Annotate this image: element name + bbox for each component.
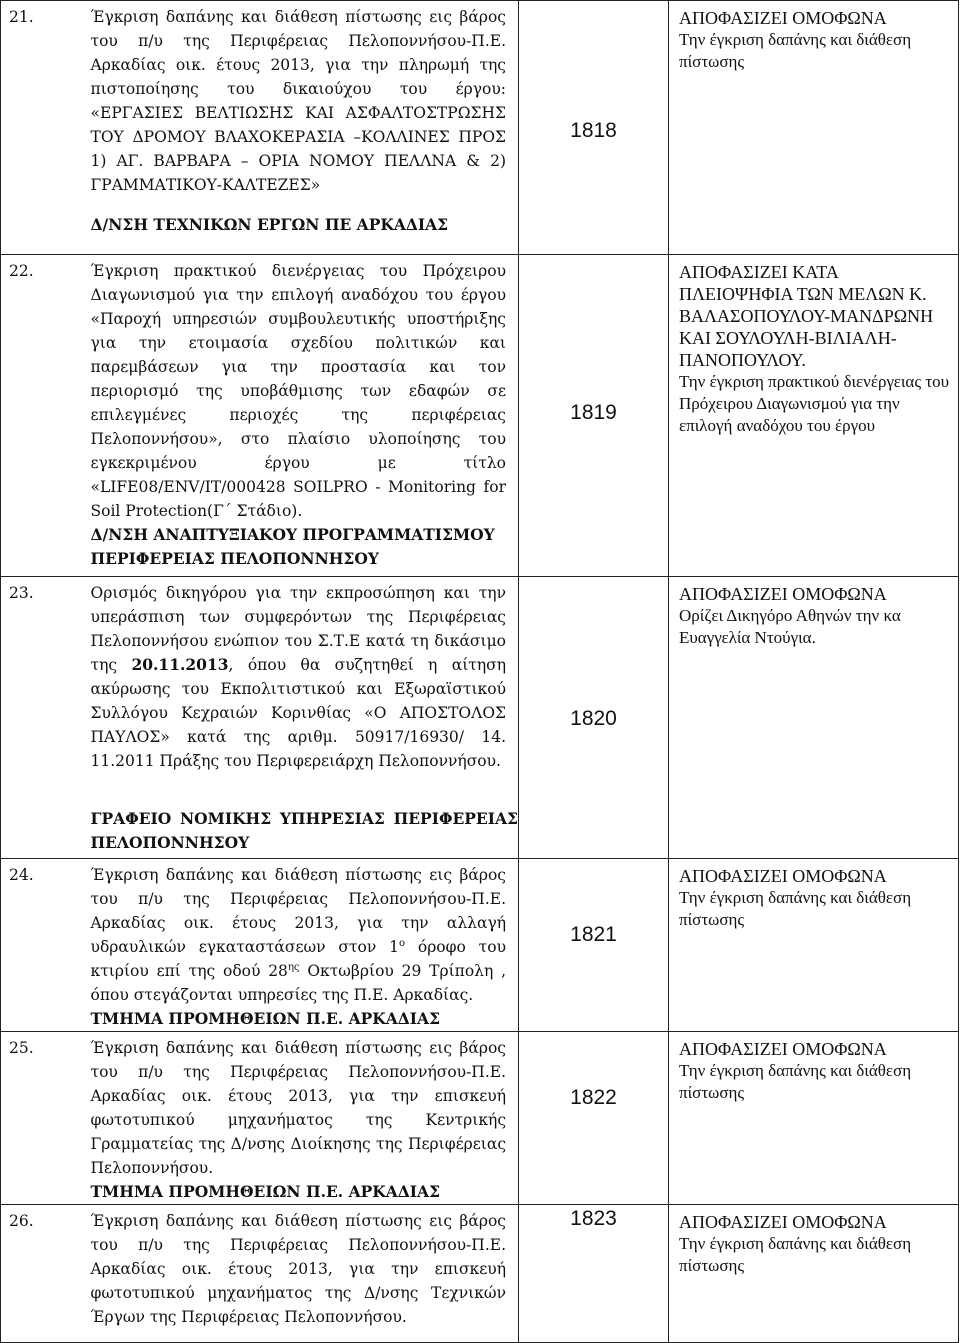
department-label: Δ/ΝΣΗ ΤΕΧΝΙΚΩΝ ΕΡΓΩΝ ΠΕ ΑΡΚΑΔΙΑΣ bbox=[90, 215, 449, 234]
table-row bbox=[1, 577, 959, 859]
result-cell bbox=[669, 255, 959, 577]
table-row bbox=[1, 1205, 959, 1343]
item-text-part: , όπου θα συζητηθεί η αίτηση ακύρωσης του Εκπολιτιστικού και Εξωραϊστικού Συλλόγου Κεχραιών Κορινθίας «Ο ΑΠΟΣΤΟΛΟΣ ΠΑΥΛΟΣ» κατά της αριθμ. 50917/16930/ 14. 11.2011 Πράξης του Περιφερειάρχη Πελοποννήσου. bbox=[90, 656, 506, 770]
decision-number: 1819 bbox=[570, 401, 617, 424]
item-number: 22. bbox=[9, 262, 34, 280]
result-text: Την έγκριση πρακτικού διενέργειας του Πρόχειρου Διαγωνισμού για την επιλογή αναδόχου του έργου bbox=[679, 372, 950, 435]
result-heading: ΑΠΟΦΑΣΙΖΕΙ ΟΜΟΦΩΝΑ bbox=[679, 1212, 887, 1232]
item-text: Έγκριση πρακτικού διενέργειας του Πρόχειρου Διαγωνισμού για την επιλογή αναδόχου του έργου «Παροχή υπηρεσιών συμβουλευτικής υποστήριξης για την ετοιμασία σχεδίου πολιτικών και παρεμβάσεων για την προστασία και τον περιορισμό της υποβάθμισης των εδαφών σε επιλεγμένες περιοχές της περιφέρειας Πελοποννήσου», στο πλαίσιο υλοποίησης του εγκεκριμένου έργου με τίτλο «LIFE08/ENV/IT/000428 SOILPRO - Monitoring for Soil Protection(Γ΄ Στάδιο). bbox=[90, 262, 506, 520]
ordinal-suffix: ης bbox=[287, 961, 300, 973]
hearing-date: 20.11.2013 bbox=[131, 655, 229, 674]
item-text-part: Οκτωβρίου 29 Τρίπολη , όπου στεγάζονται υπηρεσίες της Π.Ε. Αρκαδίας. bbox=[90, 962, 506, 1004]
ordinal-suffix: ο bbox=[399, 937, 406, 949]
table-row bbox=[1, 255, 959, 577]
item-number: 24. bbox=[9, 866, 34, 884]
result-cell bbox=[669, 1, 959, 255]
item-cell bbox=[1, 859, 519, 1032]
result-text: Την έγκριση δαπάνης και διάθεση πίστωσης bbox=[679, 1061, 912, 1102]
item-cell bbox=[1, 1205, 519, 1343]
decision-number: 1822 bbox=[570, 1086, 617, 1109]
result-cell bbox=[669, 1205, 959, 1343]
item-cell bbox=[1, 1, 519, 255]
item-text: Έγκριση δαπάνης και διάθεση πίστωσης εις βάρος του π/υ της Περιφέρειας Πελοποννήσου-Π.Ε. Αρκαδίας οικ. έτους 2013, για την επισκευή φωτοτυπικού μηχανήματος της Δ/νσης Τεχνικών Έργων της Περιφέρειας Πελοποννήσου. bbox=[90, 1212, 506, 1326]
table-row bbox=[1, 859, 959, 1032]
result-text: Την έγκριση δαπάνης και διάθεση πίστωσης bbox=[679, 30, 912, 71]
item-text-part: Ορισμός δικηγόρου για την εκπροσώπηση και την υπεράσπιση των συμφερόντων της Περιφέρειας Πελοποννήσου ενώπιον του Σ.Τ.Ε κατά τη δικάσιμο της bbox=[90, 584, 506, 674]
decision-cell bbox=[519, 255, 669, 577]
decision-cell bbox=[519, 577, 669, 859]
result-heading: ΑΠΟΦΑΣΙΖΕΙ ΟΜΟΦΩΝΑ bbox=[679, 584, 887, 604]
decision-cell bbox=[519, 1032, 669, 1205]
item-text bbox=[91, 581, 518, 773]
decision-number: 1823 bbox=[570, 1207, 617, 1230]
item-text: Έγκριση δαπάνης και διάθεση πίστωσης εις βάρος του π/υ της Περιφέρειας Πελοποννήσου-Π.Ε. Αρκαδίας οικ. έτους 2013, για την επισκευή φωτοτυπικού μηχανήματος της Κεντρικής Γραμματείας της Δ/νσης Διοίκησης της Περιφέρειας Πελοποννήσου. bbox=[90, 1039, 506, 1177]
item-number: 21. bbox=[9, 8, 34, 26]
decision-cell bbox=[519, 859, 669, 1032]
department-label: ΤΜΗΜΑ ΠΡΟΜΗΘΕΙΩΝ Π.Ε. ΑΡΚΑΔΙΑΣ bbox=[90, 1009, 441, 1028]
table-row bbox=[1, 1, 959, 255]
department-label: Δ/ΝΣΗ ΑΝΑΠΤΥΞΙΑΚΟΥ ΠΡΟΓΡΑΜΜΑΤΙΣΜΟΥ ΠΕΡΙΦΕΡΕΙΑΣ ΠΕΛΟΠΟΝΝΗΣΟΥ bbox=[90, 525, 495, 568]
decision-number: 1821 bbox=[570, 923, 617, 946]
item-text: Έγκριση δαπάνης και διάθεση πίστωσης εις βάρος του π/υ της Περιφέρειας Πελοποννήσου-Π.Ε. Αρκαδίας οικ. έτους 2013, για την πληρωμή της πιστοποίησης του δικαιούχου του έργου: «ΕΡΓΑΣΙΕΣ ΒΕΛΤΙΩΣΗΣ ΚΑΙ ΑΣΦΑΛΤΟΣΤΡΩΣΗΣ ΤΟΥ ΔΡΟΜΟΥ ΒΛΑΧΟΚΕΡΑΣΙΑ –ΚΟΛΛΙΝΕΣ ΠΡΟΣ 1) ΑΓ. ΒΑΡΒΑΡΑ – ΟΡΙΑ ΝΟΜΟΥ ΠΕΛΛΝΑ & 2) ΓΡΑΜΜΑΤΙΚΟΥ-ΚΑΛΤΕΖΕΣ» bbox=[90, 8, 506, 194]
result-text: Την έγκριση δαπάνης και διάθεση πίστωσης bbox=[679, 1234, 912, 1275]
item-number: 26. bbox=[9, 1212, 34, 1230]
result-heading: ΑΠΟΦΑΣΙΖΕΙ ΟΜΟΦΩΝΑ bbox=[679, 1039, 887, 1059]
table-row bbox=[1, 1032, 959, 1205]
item-cell bbox=[1, 577, 519, 859]
item-cell bbox=[1, 1032, 519, 1205]
item-number: 25. bbox=[9, 1039, 34, 1057]
decision-cell bbox=[519, 1205, 669, 1343]
result-cell bbox=[669, 859, 959, 1032]
result-text: Την έγκριση δαπάνης και διάθεση πίστωσης bbox=[679, 888, 912, 929]
decision-number: 1818 bbox=[570, 119, 617, 142]
result-heading: ΑΠΟΦΑΣΙΖΕΙ ΚΑΤΑ ΠΛΕΙΟΨΗΦΙΑ ΤΩΝ ΜΕΛΩΝ Κ. ΒΑΛΑΣΟΠΟΥΛΟΥ-ΜΑΝΔΡΩΝΗ ΚΑΙ ΣΟΥΛΟΥΛΗ-ΒΙΛΙΑΛΗ-ΠΑΝΟΠΟΥΛΟΥ. bbox=[679, 262, 934, 370]
item-text-part: Έγκριση δαπάνης και διάθεση πίστωσης εις βάρος του π/υ της Περιφέρειας Πελοποννήσου-Π.Ε. Αρκαδίας οικ. έτους 2013, για την αλλαγή υδραυλικών εγκαταστάσεων στον 1 bbox=[90, 866, 506, 956]
result-cell bbox=[669, 1032, 959, 1205]
item-cell bbox=[1, 255, 519, 577]
result-text: Ορίζει Δικηγόρο Αθηνών την κα Ευαγγελία Ντούγια. bbox=[679, 606, 901, 647]
department-label: ΓΡΑΦΕΙΟ ΝΟΜΙΚΗΣ ΥΠΗΡΕΣΙΑΣ ΠΕΡΙΦΕΡΕΙΑΣ ΠΕΛΟΠΟΝΝΗΣΟΥ bbox=[90, 809, 518, 852]
result-cell bbox=[669, 577, 959, 859]
department-label: ΤΜΗΜΑ ΠΡΟΜΗΘΕΙΩΝ Π.Ε. ΑΡΚΑΔΙΑΣ bbox=[90, 1182, 441, 1201]
decision-cell bbox=[519, 1, 669, 255]
item-number: 23. bbox=[9, 584, 34, 602]
decision-number: 1820 bbox=[570, 707, 617, 730]
item-text bbox=[91, 863, 518, 1007]
result-heading: ΑΠΟΦΑΣΙΖΕΙ ΟΜΟΦΩΝΑ bbox=[679, 8, 887, 28]
item-text-part: όροφο του κτιρίου επί της οδού 28 bbox=[90, 938, 506, 980]
result-heading: ΑΠΟΦΑΣΙΖΕΙ ΟΜΟΦΩΝΑ bbox=[679, 866, 887, 886]
